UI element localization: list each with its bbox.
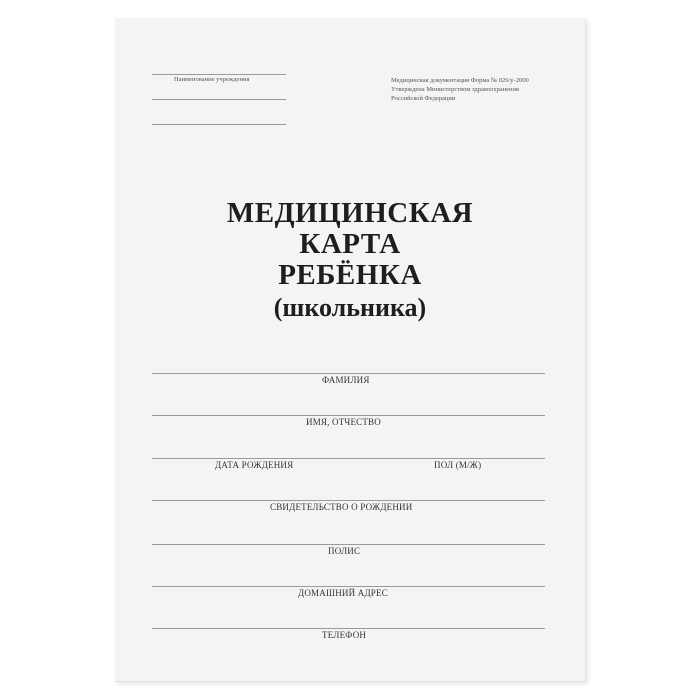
document-cover	[115, 18, 586, 682]
institution-line-2	[152, 99, 286, 100]
policy-label: ПОЛИС	[328, 546, 361, 556]
surname-label: ФАМИЛИЯ	[322, 375, 370, 385]
phone-field-line	[152, 628, 545, 629]
address-field-line	[152, 586, 545, 587]
home-address-label: ДОМАШНИЙ АДРЕС	[298, 588, 388, 598]
sex-label: ПОЛ (М/Ж)	[434, 460, 482, 470]
birth-certificate-field-line	[152, 500, 545, 501]
surname-field-line	[152, 373, 545, 374]
doc-info-line-3: Российской Федерации	[391, 95, 456, 102]
birth-date-field-line	[152, 458, 545, 459]
document-title	[115, 198, 585, 324]
doc-info-line-1: Медицинская документация Форма № 026/у-2000	[391, 77, 529, 84]
name-field-line	[152, 415, 545, 416]
institution-label: Наименование учреждения	[174, 76, 250, 83]
institution-line-1	[152, 74, 286, 75]
name-patronymic-label: ИМЯ, ОТЧЕСТВО	[306, 417, 381, 427]
title-line-1: МЕДИЦИНСКАЯ	[226, 197, 474, 229]
title-line-3: РЕБЁНКА	[278, 259, 422, 291]
doc-info-line-2: Утверждена Министерством здравоохранения	[391, 86, 519, 93]
title-subtitle: (школьника)	[273, 293, 427, 322]
birth-date-label: ДАТА РОЖДЕНИЯ	[215, 460, 294, 470]
phone-label: ТЕЛЕФОН	[322, 630, 367, 640]
document-form-info	[391, 76, 529, 103]
title-line-2: КАРТА	[299, 228, 401, 260]
birth-certificate-label: СВИДЕТЕЛЬСТВО О РОЖДЕНИИ	[270, 502, 413, 512]
institution-line-3	[152, 124, 286, 125]
policy-field-line	[152, 544, 545, 545]
